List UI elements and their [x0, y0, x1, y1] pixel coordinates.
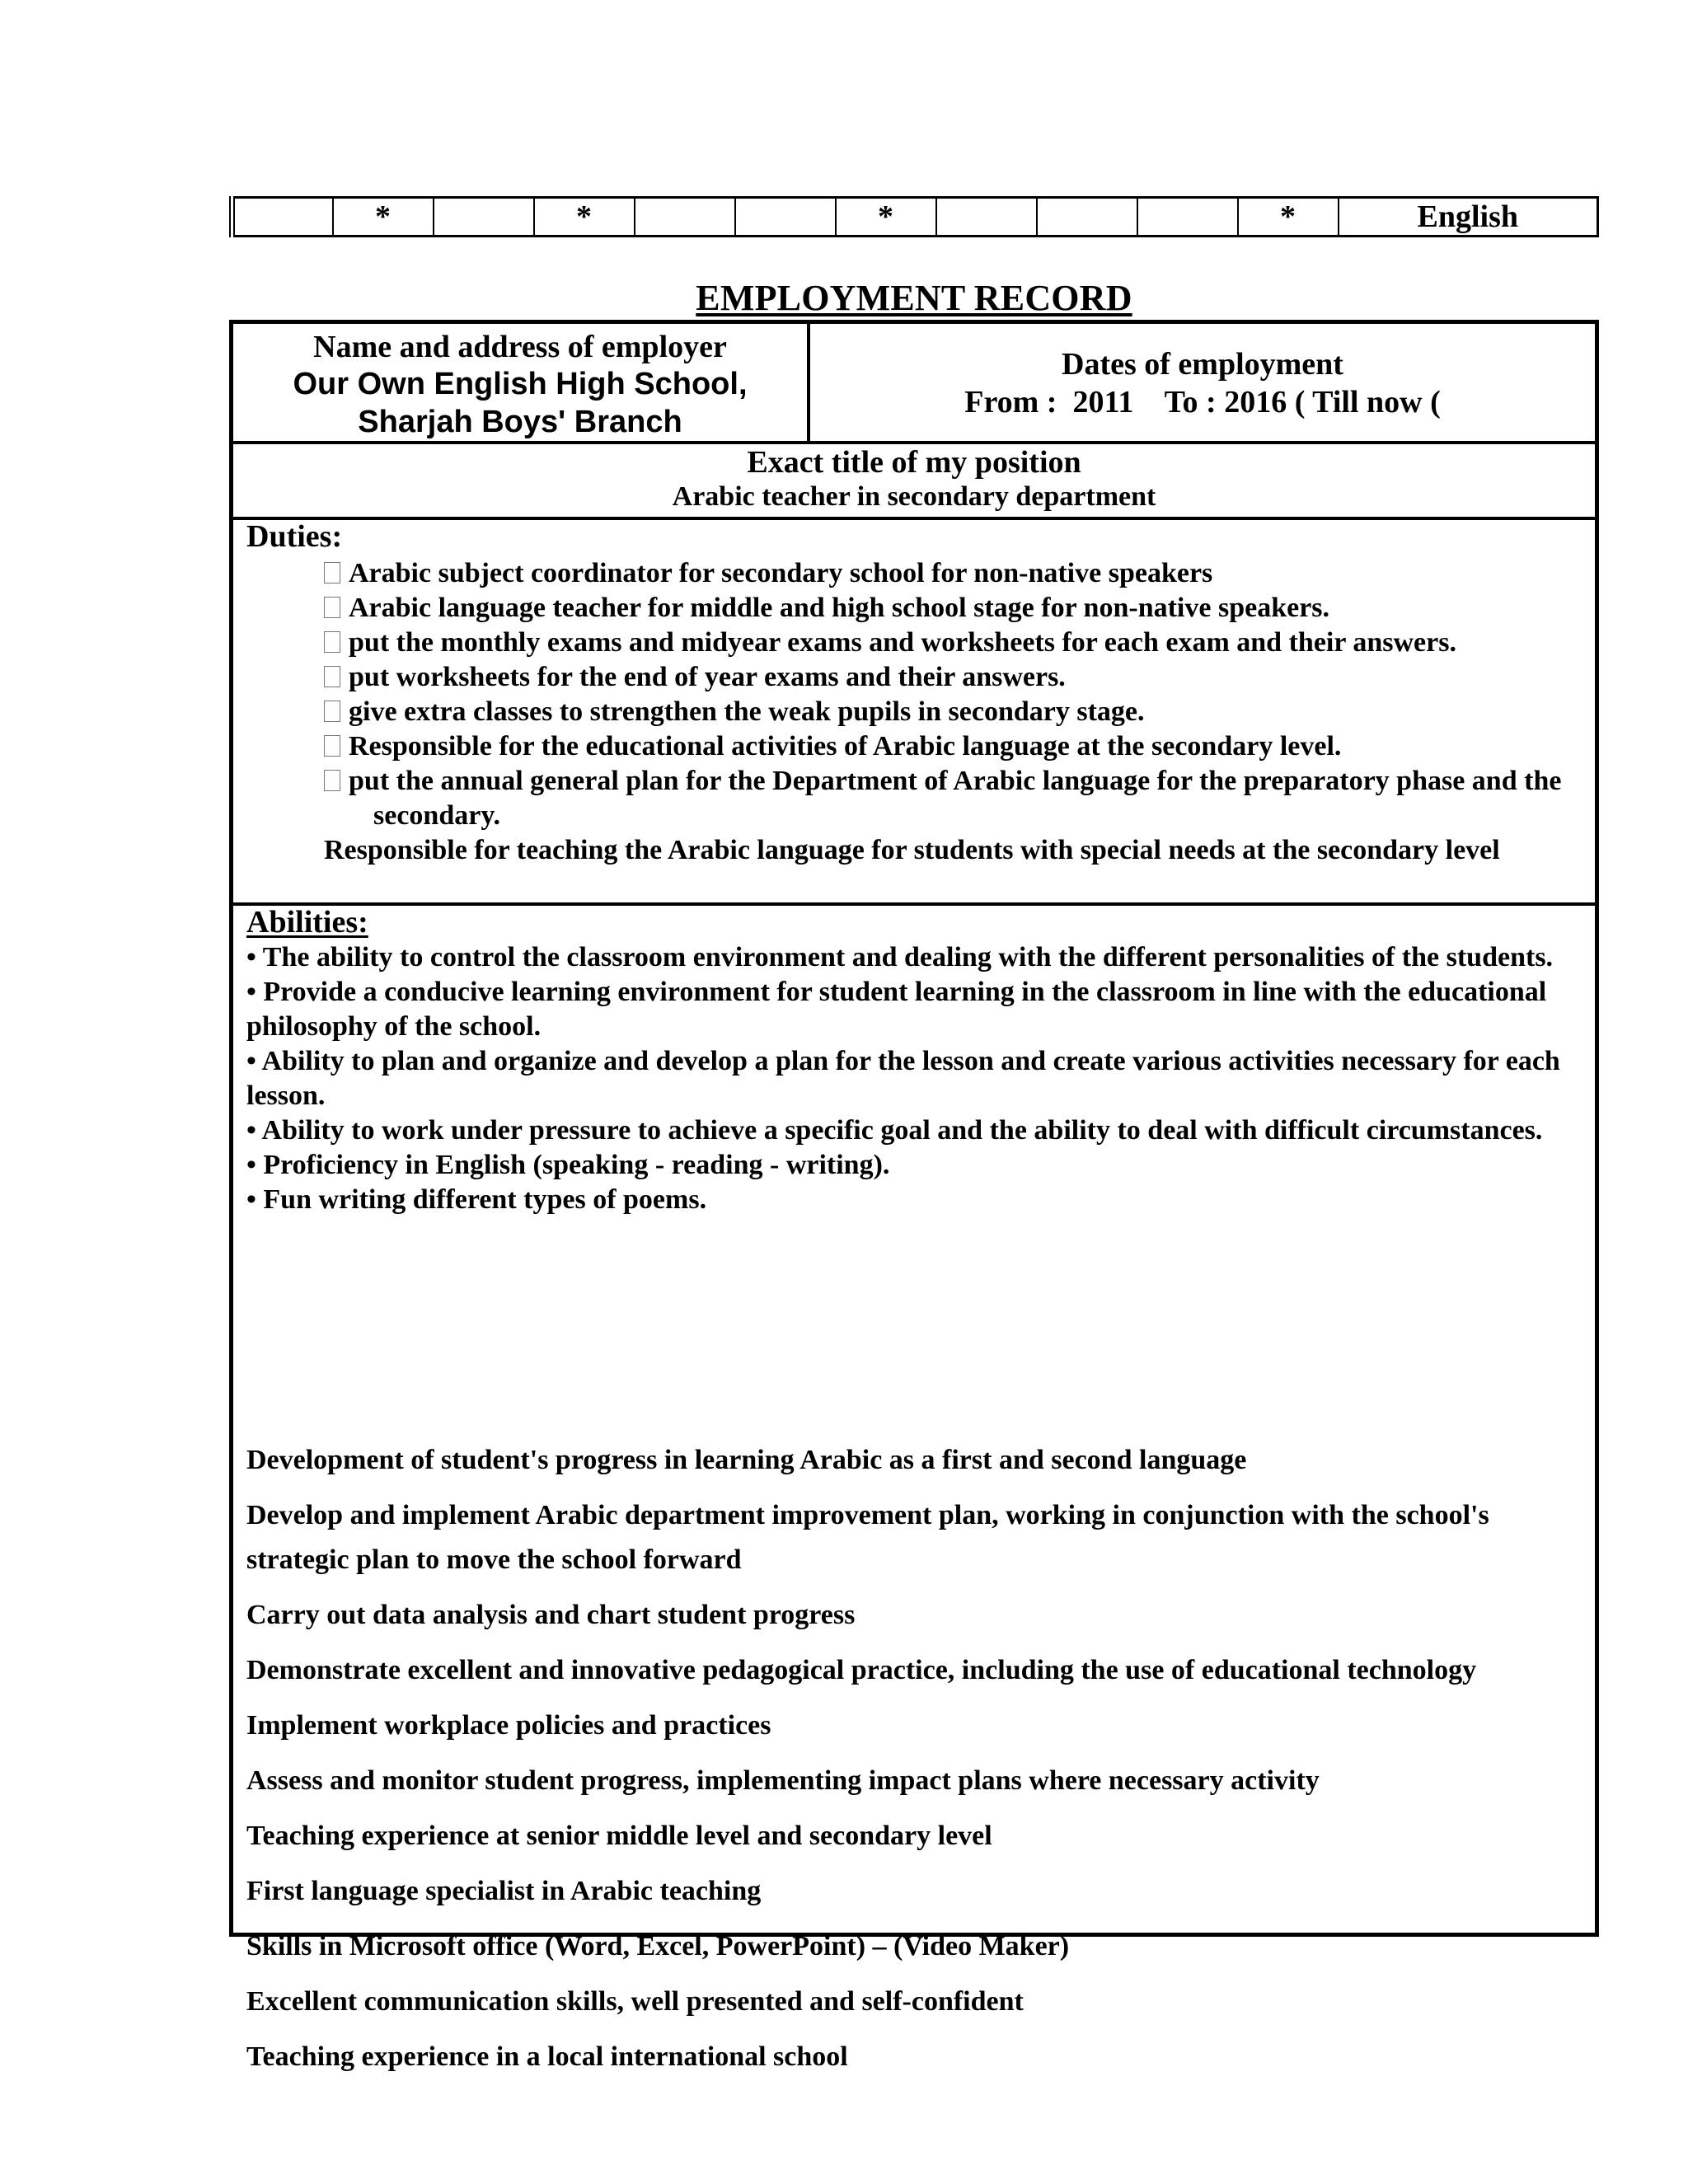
ability-bullet: • Proficiency in English (speaking - reading - writing). [246, 1150, 890, 1180]
rating-cell: * [534, 198, 635, 237]
duty-item [233, 591, 1595, 626]
duty-item [233, 660, 1595, 695]
ability-bullet: • The ability to control the classroom environment and dealing with the different personalities of the students. [246, 942, 1554, 972]
rating-cell [1037, 198, 1137, 237]
ability-bullet: • Ability to plan and organize and develop a plan for the lesson and create various activities necessary for each lesson. [246, 1046, 1560, 1111]
duty-text: Arabic subject coordinator for secondary school for non-native speakers [349, 558, 1213, 588]
duties-section [233, 517, 1595, 906]
ability-line: Skills in Microsoft office (Word, Excel, PowerPoint) – (Video Maker) [246, 1931, 1070, 1961]
dates-cell [810, 324, 1595, 441]
employer-cell [233, 324, 810, 441]
position-label: Exact title of my position [747, 445, 1081, 480]
rating-cell: * [333, 198, 434, 237]
duty-item [233, 626, 1595, 660]
language-rating-row [232, 198, 1598, 237]
checkbox-glyph-icon [324, 770, 340, 791]
duty-text: put worksheets for the end of year exams and their answers. [349, 662, 1066, 692]
rating-cell [434, 198, 534, 237]
abilities-bullet-list [246, 940, 1578, 1217]
duty-item [233, 556, 1595, 591]
duties-list [233, 556, 1595, 868]
dates-label: Dates of employment [1062, 347, 1343, 382]
position-title: Arabic teacher in secondary department [672, 481, 1156, 512]
checkbox-glyph-icon [324, 701, 340, 722]
position-row [233, 441, 1595, 520]
abilities-extra-list [246, 1438, 1582, 2090]
abilities-section [233, 902, 1595, 2072]
ability-line: First language specialist in Arabic teaching [246, 1876, 762, 1906]
language-name: English [1339, 198, 1598, 237]
duty-item [233, 695, 1595, 729]
employer-row [233, 324, 1595, 444]
duties-heading: Duties: [246, 519, 343, 554]
duty-text: Responsible for the educational activities of Arabic language at the secondary level. [349, 731, 1342, 762]
page-title: EMPLOYMENT RECORD [696, 278, 1132, 318]
ability-line: Implement workplace policies and practices [246, 1710, 771, 1741]
ability-bullet: • Ability to work under pressure to achieve a specific goal and the ability to deal with difficult circumstances. [246, 1115, 1543, 1146]
checkbox-glyph-icon [324, 666, 340, 687]
rating-cell: * [1238, 198, 1339, 237]
duty-text: give extra classes to strengthen the weak pupils in secondary stage. [349, 696, 1145, 727]
ability-line: Teaching experience at senior middle level and secondary level [246, 1821, 992, 1851]
duty-text: put the annual general plan for the Department of Arabic language for the preparatory phase and the secondary. [349, 766, 1562, 831]
ability-line: Excellent communication skills, well presented and self-confident [246, 1986, 1024, 2017]
employer-label: Name and address of employer [313, 330, 727, 364]
checkbox-glyph-icon [324, 735, 340, 757]
ability-line: Carry out data analysis and chart student progress [246, 1600, 856, 1630]
ability-line: Assess and monitor student progress, implementing impact plans where necessary activity [246, 1765, 1320, 1796]
duty-item [233, 729, 1595, 764]
employment-record-table [229, 320, 1599, 2072]
duty-item-last: Responsible for teaching the Arabic language for students with special needs at the secondary level [324, 835, 1500, 865]
ability-bullet: • Fun writing different types of poems. [246, 1184, 707, 1215]
ability-line: Development of student's progress in learning Arabic as a first and second language [246, 1445, 1247, 1475]
language-rating-table [229, 196, 1599, 237]
rating-cell [936, 198, 1037, 237]
ability-line: Develop and implement Arabic department improvement plan, working in conjunction with the school's strategic plan to move the school forward [246, 1500, 1489, 1575]
rating-cell [735, 198, 836, 237]
rating-cell [232, 198, 333, 237]
checkbox-glyph-icon [324, 597, 340, 618]
ability-line: Teaching experience in a local international school [246, 2041, 848, 2072]
duty-text: put the monthly exams and midyear exams and worksheets for each exam and their answers. [349, 627, 1456, 658]
rating-cell [635, 198, 735, 237]
abilities-heading: Abilities: [246, 905, 368, 940]
rating-cell [1137, 198, 1238, 237]
checkbox-glyph-icon [324, 562, 340, 583]
employer-name-line1: Our Own English High School, [293, 367, 748, 401]
ability-bullet: • Provide a conducive learning environment for student learning in the classroom in line with the educational philosophy of the school. [246, 977, 1547, 1042]
ability-line: Demonstrate excellent and innovative pedagogical practice, including the use of educational technology [246, 1655, 1477, 1685]
rating-cell: * [836, 198, 936, 237]
duty-text: Arabic language teacher for middle and high school stage for non-native speakers. [349, 593, 1330, 623]
duty-item [233, 764, 1595, 833]
employer-name-line2: Sharjah Boys' Branch [358, 405, 682, 439]
checkbox-glyph-icon [324, 631, 340, 653]
dates-range: From : 2011 To : 2016 ( Till now ( [964, 385, 1441, 419]
